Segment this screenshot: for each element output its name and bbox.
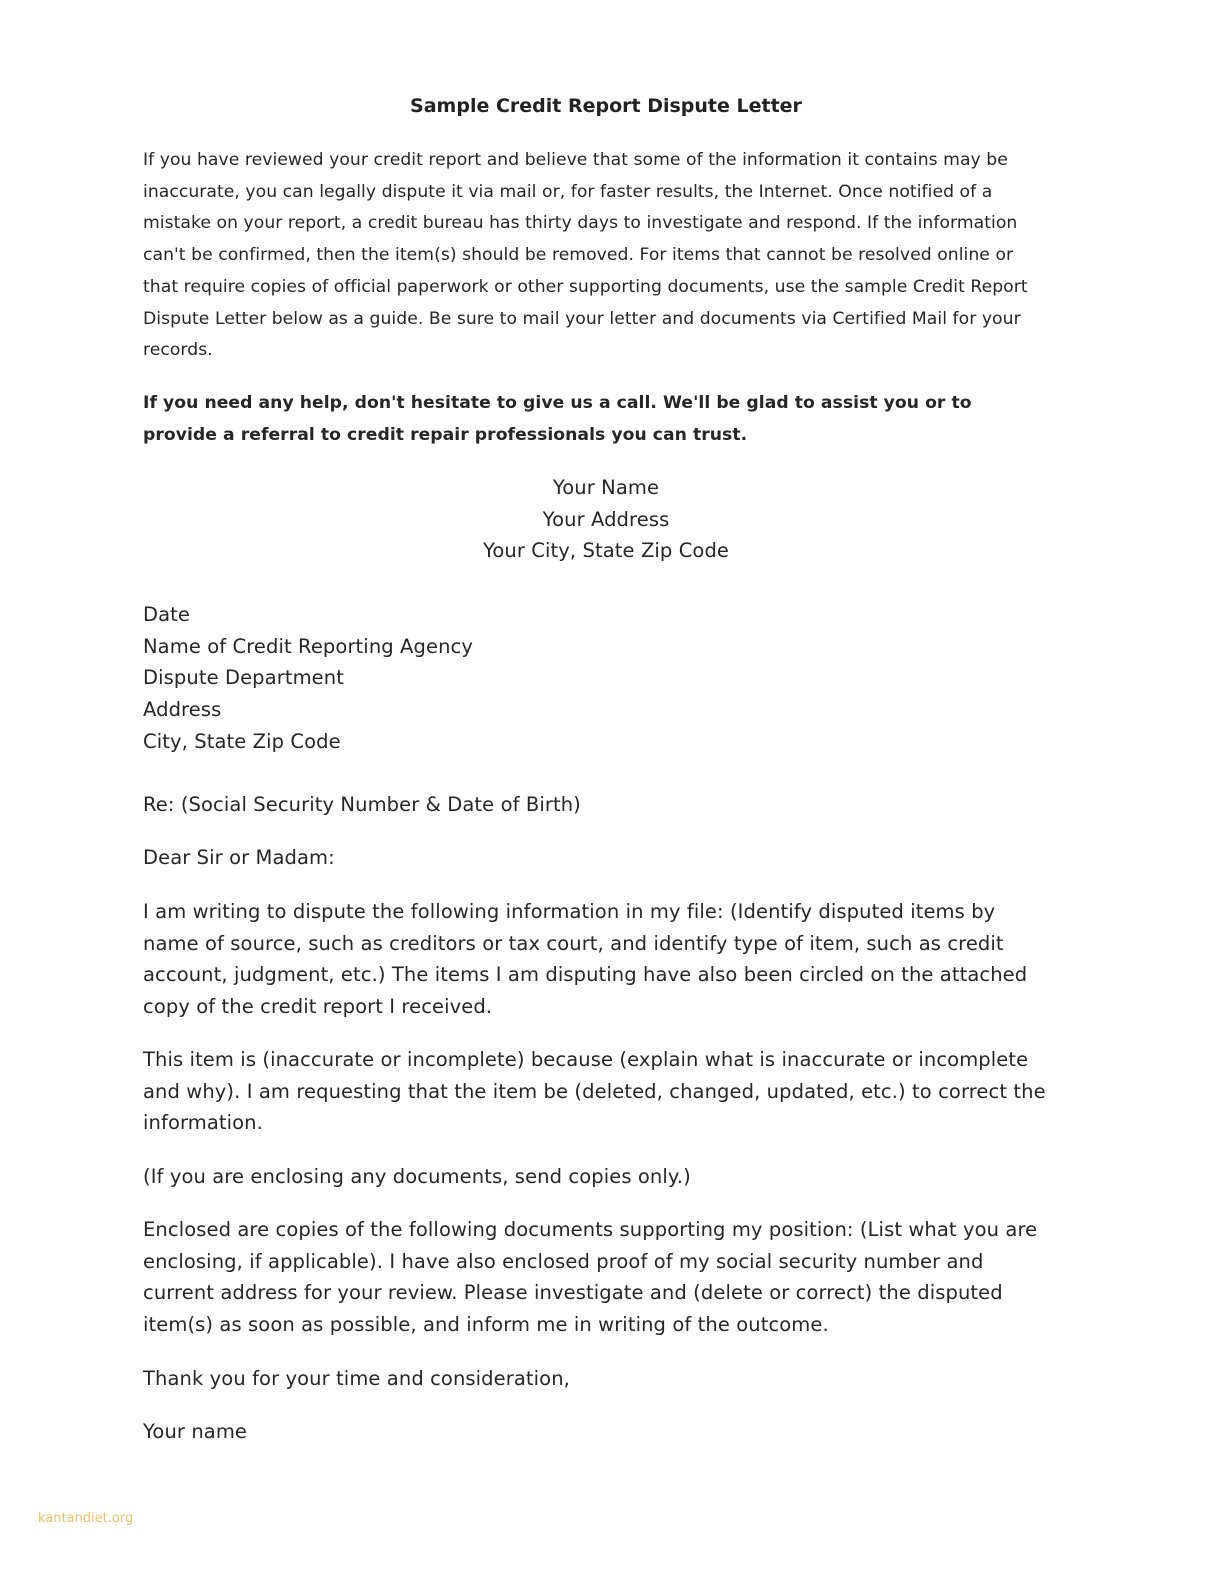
body-line: item(s) as soon as possible, and inform me in writing of the outcome. [143, 1313, 829, 1337]
intro-line: records. [143, 340, 213, 361]
body-line: enclosing, if applicable). I have also enclosed proof of my social security number and [143, 1249, 984, 1273]
intro-line: can't be confirmed, then the item(s) should be removed. For items that cannot be resolved online or [143, 245, 1014, 266]
body-line: I am writing to dispute the following information in my file: (Identify disputed items by [143, 900, 996, 923]
recipient-city: City, State Zip Code [143, 729, 341, 753]
body-paragraph-2 [143, 1044, 1078, 1139]
intro-line: mistake on your report, a credit bureau has thirty days to investigate and respond. If the information [143, 213, 1018, 234]
body-paragraph-3 [143, 1161, 1078, 1193]
watermark-text: kantandiet.org [38, 1511, 134, 1526]
closing-text: Thank you for your time and consideration, [143, 1367, 570, 1390]
recipient-agency: Name of Credit Reporting Agency [143, 634, 473, 658]
body-line: name of source, such as creditors or tax court, and identify type of item, such as credit [143, 931, 1004, 955]
intro-paragraph [143, 145, 1078, 367]
sender-address: Your Address [542, 507, 670, 531]
signature-text: Your name [143, 1420, 248, 1443]
recipient-address: Address [143, 698, 222, 722]
body-paragraph-4 [143, 1214, 1078, 1341]
body-line: account, judgment, etc.) The items I am disputing have also been circled on the attached [143, 963, 1028, 987]
recipient-department: Dispute Department [143, 666, 344, 690]
help-line: provide a referral to credit repair professionals you can trust. [143, 424, 748, 445]
recipient-address-block [143, 599, 1078, 758]
re-text: Re: (Social Security Number & Date of Birth) [143, 793, 581, 816]
body-line: Enclosed are copies of the following documents supporting my position: (List what you are [143, 1218, 1038, 1241]
intro-line: inaccurate, you can legally dispute it via mail or, for faster results, the Internet. Once notified of a [143, 181, 993, 202]
body-line: copy of the credit report I received. [143, 995, 493, 1019]
body-paragraph-1 [143, 896, 1078, 1023]
salutation-text: Dear Sir or Madam: [143, 846, 335, 869]
closing [143, 1363, 1078, 1395]
body-line: This item is (inaccurate or incomplete) because (explain what is inaccurate or incomplete [143, 1048, 1029, 1071]
sender-name: Your Name [552, 476, 660, 499]
sender-address-block [0, 472, 1212, 567]
document-title: Sample Credit Report Dispute Letter [410, 95, 802, 117]
signature [143, 1416, 1078, 1448]
salutation [143, 842, 1078, 874]
help-paragraph [143, 388, 1078, 451]
intro-line: If you have reviewed your credit report and believe that some of the information it contains may be [143, 150, 1008, 170]
body-line: current address for your review. Please investigate and (delete or correct) the disputed [143, 1281, 1003, 1305]
letter-date: Date [143, 603, 191, 626]
body-line: information. [143, 1111, 263, 1135]
body-line: (If you are enclosing any documents, send copies only.) [143, 1165, 691, 1188]
intro-line: that require copies of official paperwork or other supporting documents, use the sample Credit Report [143, 276, 1028, 297]
intro-line: Dispute Letter below as a guide. Be sure to mail your letter and documents via Certified Mail for your [143, 308, 1021, 329]
sender-city: Your City, State Zip Code [482, 539, 730, 563]
body-line: and why). I am requesting that the item be (deleted, changed, updated, etc.) to correct the [143, 1079, 1046, 1103]
re-line [143, 789, 1078, 821]
help-line: If you need any help, don't hesitate to give us a call. We'll be glad to assist you or to [143, 393, 972, 413]
